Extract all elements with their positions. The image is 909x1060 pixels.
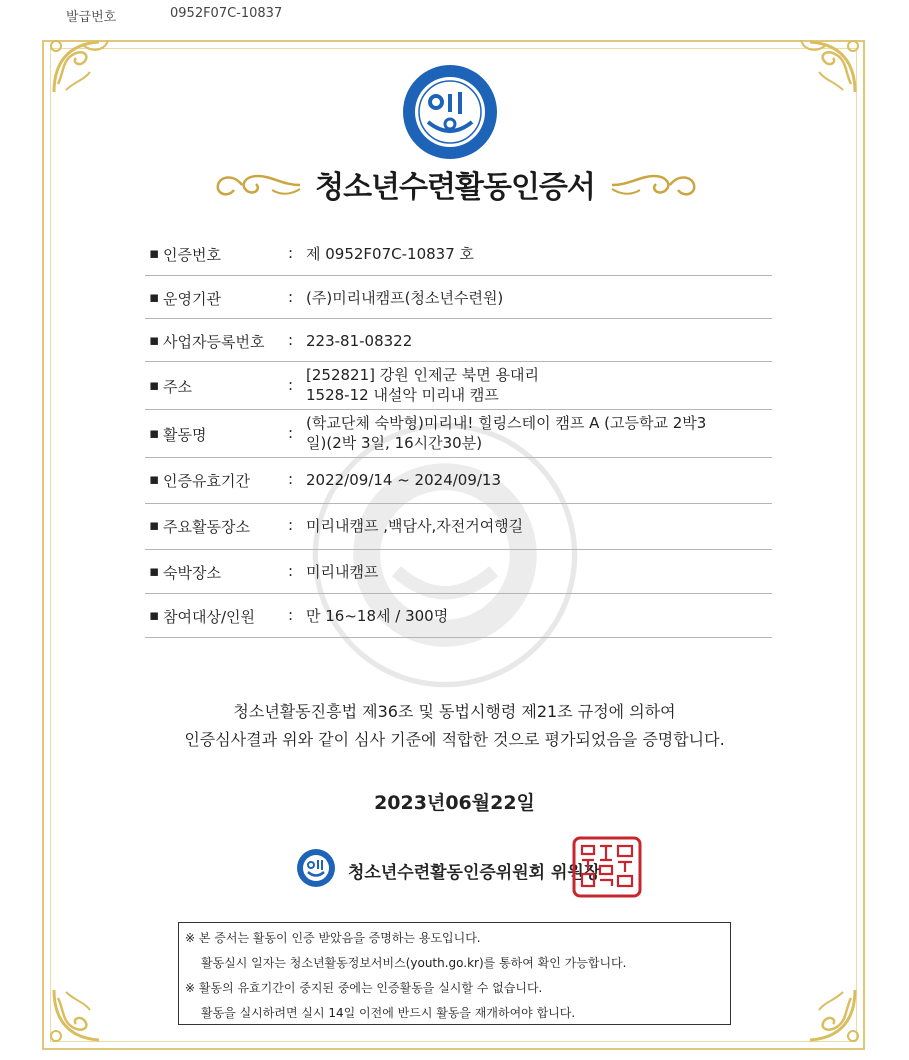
statement-line: 청소년활동진흥법 제36조 및 동법시행령 제21조 규정에 의하여 [233,702,676,721]
colon: : [288,516,294,534]
field-row-business-number [145,319,772,362]
colon: : [288,288,294,306]
committee-logo-icon [296,848,336,888]
colon: : [288,562,294,580]
bullet: ▪ [149,516,160,534]
field-row-lodging [145,550,772,594]
field-value: 미리내캠프 [306,563,379,581]
colon: : [288,424,294,442]
field-row-main-venue [145,504,772,550]
bullet: ▪ [149,288,160,306]
issue-number-value: 0952F07C-10837 [170,6,283,21]
bullet: ▪ [149,606,160,624]
bullet: ▪ [149,244,160,262]
bullet: ▪ [149,376,160,394]
field-row-participants [145,594,772,638]
field-label: 활동명 [163,426,207,444]
colon: : [288,606,294,624]
field-label: 사업자등록번호 [163,333,265,351]
field-label: 참여대상/인원 [163,608,255,626]
field-value: 만 16~18세 / 300명 [306,607,449,625]
field-row-address [145,362,772,410]
colon: : [288,244,294,262]
colon: : [288,470,294,488]
bullet: ▪ [149,424,160,442]
field-row-validity [145,458,772,504]
field-label: 주요활동장소 [163,518,250,536]
field-value: 제 0952F07C-10837 호 [306,245,475,263]
certificate-details [145,232,772,638]
field-label: 인증유효기간 [163,472,250,490]
statement-line: 인증심사결과 위와 같이 심사 기준에 적합한 것으로 평가되었음을 증명합니다. [184,730,725,749]
notice-line: ※ 활동의 유효기간이 중지된 중에는 인증활동을 실시할 수 없습니다. [185,981,543,995]
issue-number-label: 발급번호 [66,10,117,25]
title-swirl-icon [610,168,700,202]
issuer-organization: 청소년수련활동인증위원회 위원장 [348,863,601,883]
field-row-activity-name [145,410,772,458]
official-stamp-icon [572,836,642,898]
colon: : [288,376,294,394]
corner-ornament-icon [44,32,114,102]
corner-ornament-icon [795,32,865,102]
field-value-line: (학교단체 숙박형)미리내! 힐링스테이 캠프 A (고등학교 2박3 [306,414,707,432]
certification-seal-icon [400,62,500,162]
certificate-title-block [200,160,710,210]
issue-date: 2023년06월22일 [374,792,535,814]
field-row-operator [145,276,772,319]
field-value [306,365,766,405]
field-label: 인증번호 [163,246,221,264]
field-value: 2022/09/14 ~ 2024/09/13 [306,471,502,489]
field-value-line: 1528-12 내설악 미리내 캠프 [306,386,499,404]
field-label: 주소 [163,378,192,396]
field-label: 숙박장소 [163,564,221,582]
field-value-line: 일)(2박 3일, 16시간30분) [306,434,483,452]
notice-line: ※ 본 증서는 활동이 인증 받았음을 증명하는 용도입니다. [185,931,481,945]
field-row-cert-number [145,232,772,276]
field-value: (주)미리내캠프(청소년수련원) [306,289,504,307]
certificate-title: 청소년수련활동인증서 [315,170,595,205]
bullet: ▪ [149,331,160,349]
field-value: 미리내캠프 ,백담사,자전거여행길 [306,517,524,535]
field-value [306,413,766,453]
corner-ornament-icon [795,980,865,1050]
notice-line: 활동실시 일자는 청소년활동정보서비스(youth.go.kr)를 통하여 확인 가능합니다. [201,956,627,970]
field-label: 운영기관 [163,290,221,308]
issue-number-line [0,0,909,30]
colon: : [288,331,294,349]
field-value: 223-81-08322 [306,332,413,350]
certification-statement [100,698,809,754]
notice-box [178,922,731,1025]
field-value-line: [252821] 강원 인제군 북면 용대리 [306,366,539,384]
bullet: ▪ [149,562,160,580]
corner-ornament-icon [44,980,114,1050]
bullet: ▪ [149,470,160,488]
notice-line: 활동을 실시하려면 실시 14일 이전에 반드시 활동을 재개하여야 합니다. [201,1006,576,1020]
